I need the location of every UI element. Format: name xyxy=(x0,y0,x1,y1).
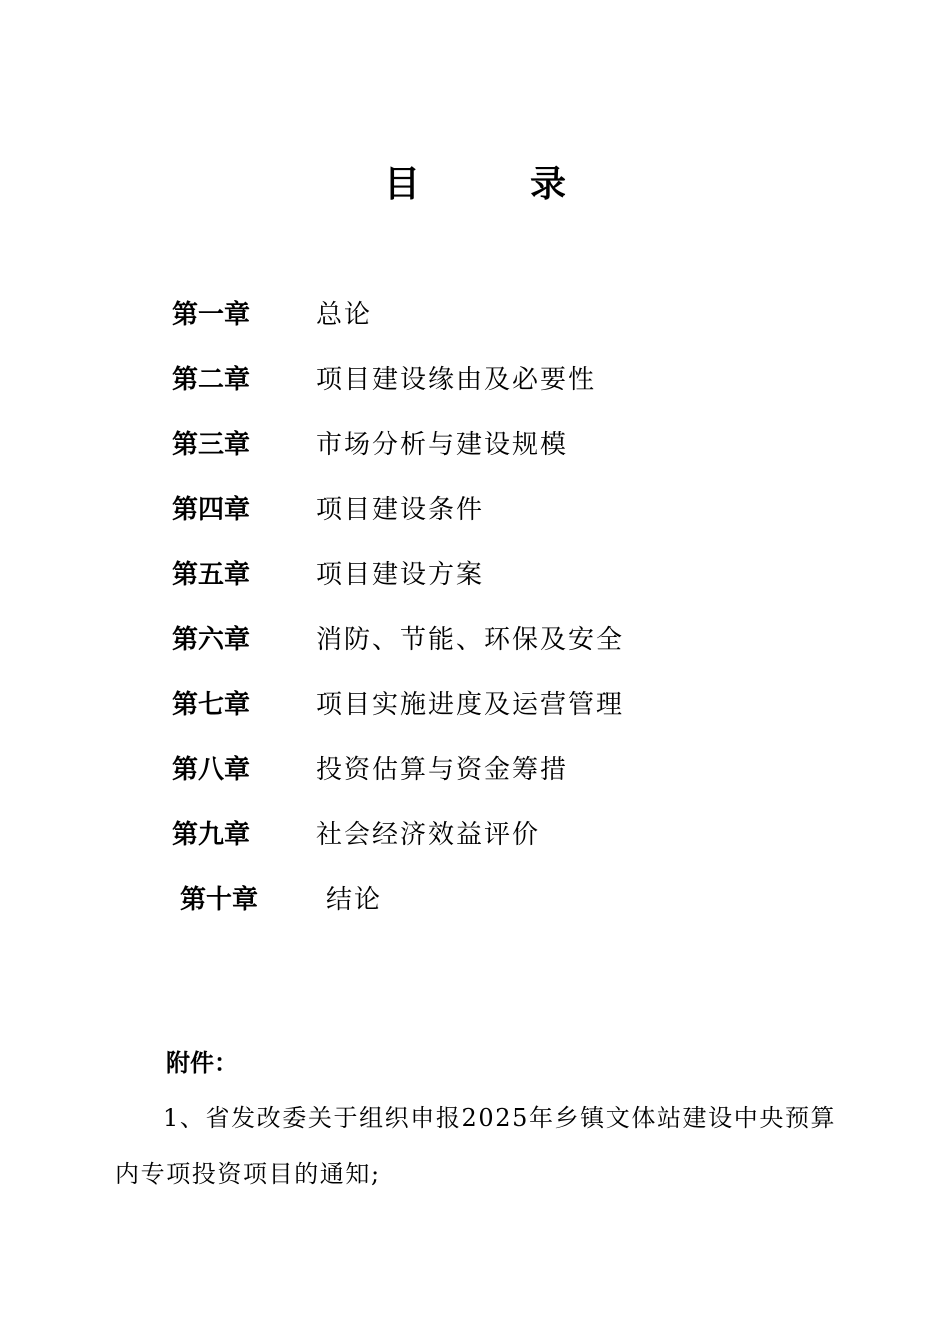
toc-entry-5[interactable] xyxy=(172,542,624,607)
toc-entry-4[interactable] xyxy=(172,477,624,542)
toc-chapter-title: 项目建设方案 xyxy=(316,559,485,590)
toc-chapter-title: 项目建设缘由及必要性 xyxy=(316,364,597,395)
toc-chapter-title: 项目建设条件 xyxy=(316,494,485,525)
toc-entry-9[interactable] xyxy=(172,802,624,867)
toc-chapter-number: 第八章 xyxy=(172,754,251,785)
toc-chapter-number: 第六章 xyxy=(172,624,251,655)
toc-entry-6[interactable] xyxy=(172,607,624,672)
toc-entry-3[interactable] xyxy=(172,412,624,477)
table-of-contents xyxy=(172,282,624,932)
toc-chapter-number: 第一章 xyxy=(172,299,251,330)
toc-chapter-number: 第四章 xyxy=(172,494,251,525)
toc-chapter-title: 市场分析与建设规模 xyxy=(316,429,569,460)
attachment-item-1: 1、省发改委关于组织申报2025年乡镇文体站建设中央预算内专项投资项目的通知; xyxy=(115,1104,837,1188)
toc-entry-2[interactable] xyxy=(172,347,624,412)
toc-chapter-title: 消防、节能、环保及安全 xyxy=(316,624,625,655)
toc-entry-10[interactable] xyxy=(172,867,624,932)
toc-chapter-title: 社会经济效益评价 xyxy=(316,819,541,850)
toc-chapter-number: 第三章 xyxy=(172,429,251,460)
toc-entry-8[interactable] xyxy=(172,737,624,802)
toc-chapter-number: 第九章 xyxy=(172,819,251,850)
toc-chapter-number: 第二章 xyxy=(172,364,251,395)
toc-entry-7[interactable] xyxy=(172,672,624,737)
toc-chapter-number: 第十章 xyxy=(180,884,259,915)
page-title: 目录 xyxy=(383,164,676,205)
toc-chapter-title: 结论 xyxy=(326,884,383,915)
attachments-heading: 附件： xyxy=(166,1049,238,1077)
toc-chapter-title: 投资估算与资金筹措 xyxy=(316,754,569,785)
toc-chapter-number: 第七章 xyxy=(172,689,251,720)
toc-chapter-title: 项目实施进度及运营管理 xyxy=(316,689,625,720)
toc-entry-1[interactable] xyxy=(172,282,624,347)
toc-chapter-title: 总论 xyxy=(316,299,373,330)
toc-chapter-number: 第五章 xyxy=(172,559,251,590)
